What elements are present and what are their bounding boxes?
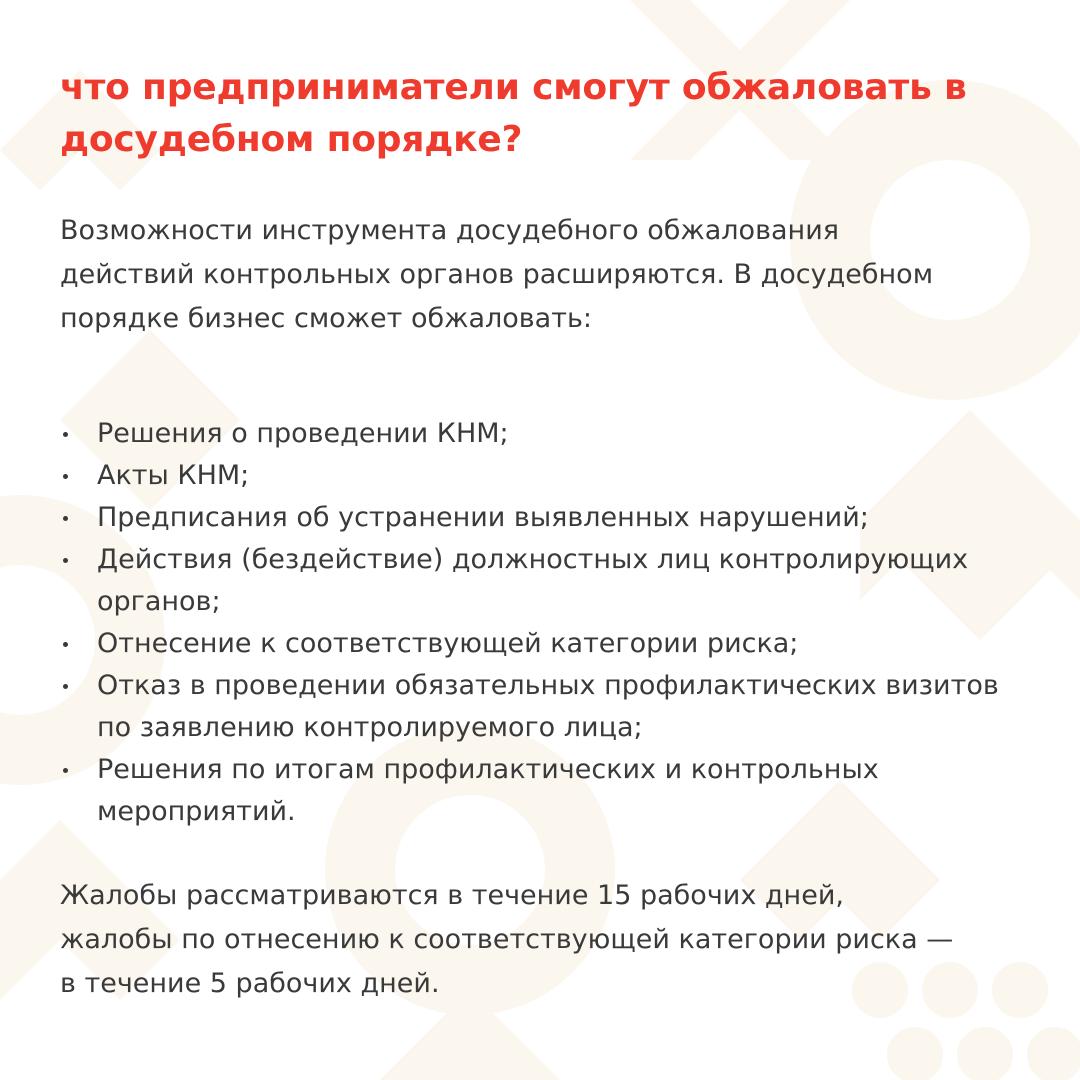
decor-dot — [1027, 1027, 1080, 1080]
list-item — [60, 623, 1040, 665]
decor-dot — [887, 1027, 943, 1080]
bullet-dot-icon — [63, 474, 68, 479]
list-item — [60, 539, 1040, 623]
bullet-dot-icon — [63, 684, 68, 689]
decor-dot — [957, 1027, 1013, 1080]
list-item-text: Решения по итогам профилактических и контрольных мероприятий. — [97, 754, 879, 827]
bullet-dot-icon — [63, 558, 68, 563]
list-item-text: Предписания об устранении выявленных нарушений; — [97, 502, 869, 533]
list-item — [60, 665, 1040, 749]
list-item — [60, 749, 1040, 833]
content — [60, 62, 1040, 1006]
bullet-dot-icon — [63, 516, 68, 521]
bullet-list — [60, 413, 1040, 833]
list-item — [60, 413, 1040, 455]
list-item-text: Отнесение к соответствующей категории риска; — [97, 628, 799, 659]
page-title: что предприниматели смогут обжаловать в досудебном порядке? — [60, 67, 967, 160]
outro-paragraph: Жалобы рассматриваются в течение 15 рабочих дней, жалобы по отнесению к соответствующей категории риска — в течение 5 рабочих дней. — [60, 880, 954, 999]
list-item — [60, 455, 1040, 497]
list-item — [60, 497, 1040, 539]
list-item-text: Акты КНМ; — [97, 460, 250, 491]
list-item-text: Решения о проведении КНМ; — [97, 418, 509, 449]
bullet-dot-icon — [63, 432, 68, 437]
intro-paragraph: Возможности инструмента досудебного обжалования действий контрольных органов расширяются. В досудебном порядке бизнес сможет обжаловать: — [60, 215, 934, 334]
bullet-dot-icon — [63, 642, 68, 647]
bullet-dot-icon — [63, 768, 68, 773]
list-item-text: Отказ в проведении обязательных профилактических визитов по заявлению контролируемого лица; — [97, 670, 999, 743]
list-item-text: Действия (бездействие) должностных лиц контролирующих органов; — [97, 544, 969, 617]
